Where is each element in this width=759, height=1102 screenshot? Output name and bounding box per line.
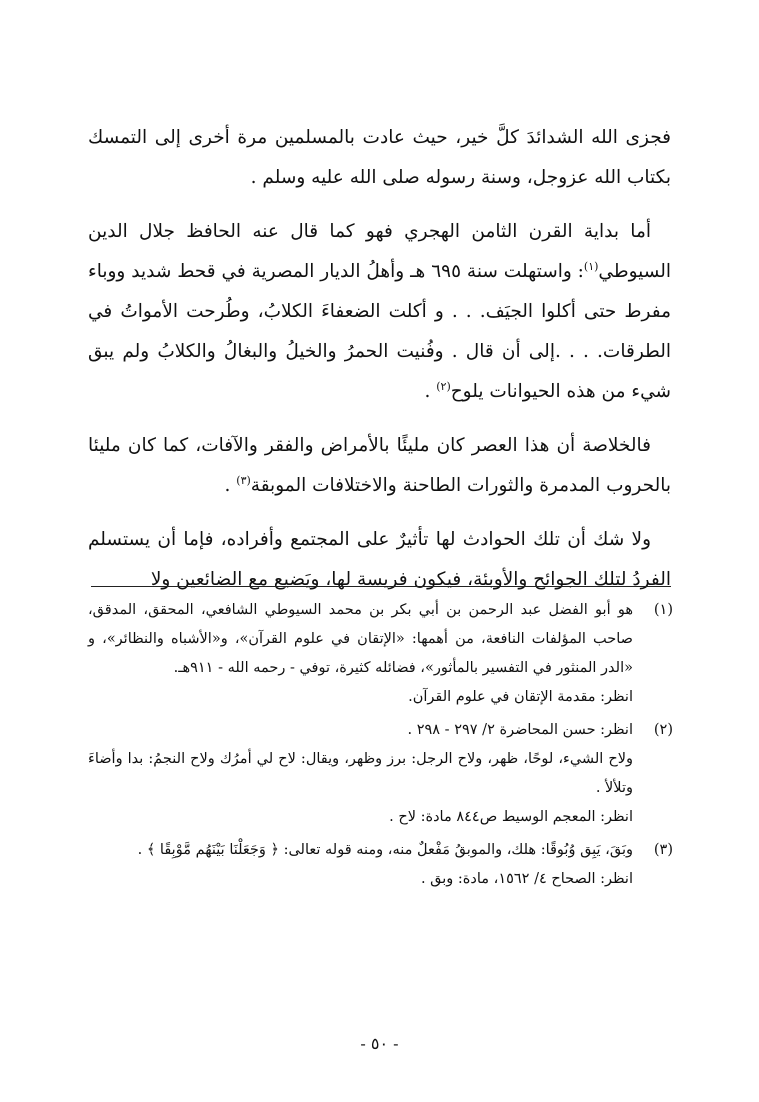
footnote-line: انظر: المعجم الوسيط ص٨٤٤ مادة: لاح . <box>389 809 633 825</box>
footnote-number: (١) <box>653 602 673 618</box>
footnote-ref-3[interactable]: (٣) <box>236 473 251 487</box>
paragraph-3-text: فالخلاصة أن هذا العصر كان مليئًا بالأمراض والفقر والآفات، كما كان مليئا بالحروب المدمرة والثورات الطاحنة والاختلافات الموبقة <box>88 435 671 496</box>
footnote-line: ولاح الشيء، لوحًا، ظهر، ولاح الرجل: برز وظهر، ويقال: لاح لي أمرُك ولاح النجمُ: بدا وأضاءَ وتلألأ . <box>88 751 633 796</box>
footnote-body <box>88 716 633 832</box>
footnote-ref-1[interactable]: (١) <box>583 259 599 273</box>
footnote-divider <box>91 586 671 587</box>
footnote-2 <box>88 716 673 832</box>
footnote-line: هو أبو الفضل عبد الرحمن بن أبي بكر بن محمد السيوطي الشافعي، المحقق، المدقق، صاحب المؤلفات النافعة، من أهمها: «الإتقان في علوم القرآن»، و«الأشباه والنظائر»، و «الدر المنثور في التفسير بالمأثور»، فضائله كثيرة، توفي - رحمه الله - ٩١١هـ. <box>88 602 633 676</box>
paragraph-2-quote: : واستهلت سنة ٦٩٥ هـ وأهلُ الديار المصرية في قحط شديد ووباء مفرط حتى أكلوا الجيَف. . . و أكلت الضعفاءَ الكلابُ، وطُرحت الأمواتُ في الطرقات. . . .إلى أن قال . وفُنيت الحمرُ والخيلُ والبغالُ والكلابُ ولم يبق شيء من هذه الحيوانات يلوح <box>88 261 671 402</box>
paragraph-3-end: . <box>224 475 237 496</box>
footnotes <box>88 596 673 898</box>
footnote-body <box>88 596 633 712</box>
paragraph-2-intro: أما بداية القرن الثامن الهجري فهو كما قال عنه الحافظ جلال الدين السيوطي <box>88 221 671 282</box>
footnote-ref-2[interactable]: (٢) <box>436 379 451 393</box>
footnote-line: انظر: الصحاح ٤/ ١٥٦٢، مادة: وبق . <box>420 871 633 887</box>
footnote-line: انظر: حسن المحاضرة ٢/ ٢٩٧ - ٢٩٨ . <box>407 722 633 738</box>
paragraph-3 <box>88 426 671 506</box>
footnote-body <box>88 836 633 894</box>
main-text <box>88 118 671 614</box>
paragraph-4: ولا شك أن تلك الحوادث لها تأثيرٌ على المجتمع وأفراده، فإما أن يستسلم الفردُ لتلك الجوائح والأوبئة، فيكون فريسة لها، ويَضيع مع الضائعين ولا <box>88 529 671 590</box>
footnote-1 <box>88 596 673 712</box>
footnote-number: (٣) <box>653 842 673 858</box>
paragraph-1: فجزى الله الشدائدَ كلَّ خير، حيث عادت بالمسلمين مرة أخرى إلى التمسك بكتاب الله عزوجل، وسنة رسوله صلى الله عليه وسلم . <box>88 127 671 188</box>
paragraph-2 <box>88 212 671 412</box>
footnote-number: (٢) <box>653 722 673 738</box>
footnote-line: وبَقَ، يَبِق وُبُوقًا: هلك، والموبقُ مَفْعلٌ منه، ومنه قوله تعالى: ﴿ وَجَعَلْنَا بَيْنَهُم مَّوْبِقًا ﴾ . <box>137 842 633 858</box>
page-number: - ٥٠ - <box>360 1034 399 1053</box>
footnote-3 <box>88 836 673 894</box>
paragraph-2-end: . <box>424 381 437 402</box>
footnote-line: انظر: مقدمة الإتقان في علوم القرآن. <box>408 689 633 705</box>
